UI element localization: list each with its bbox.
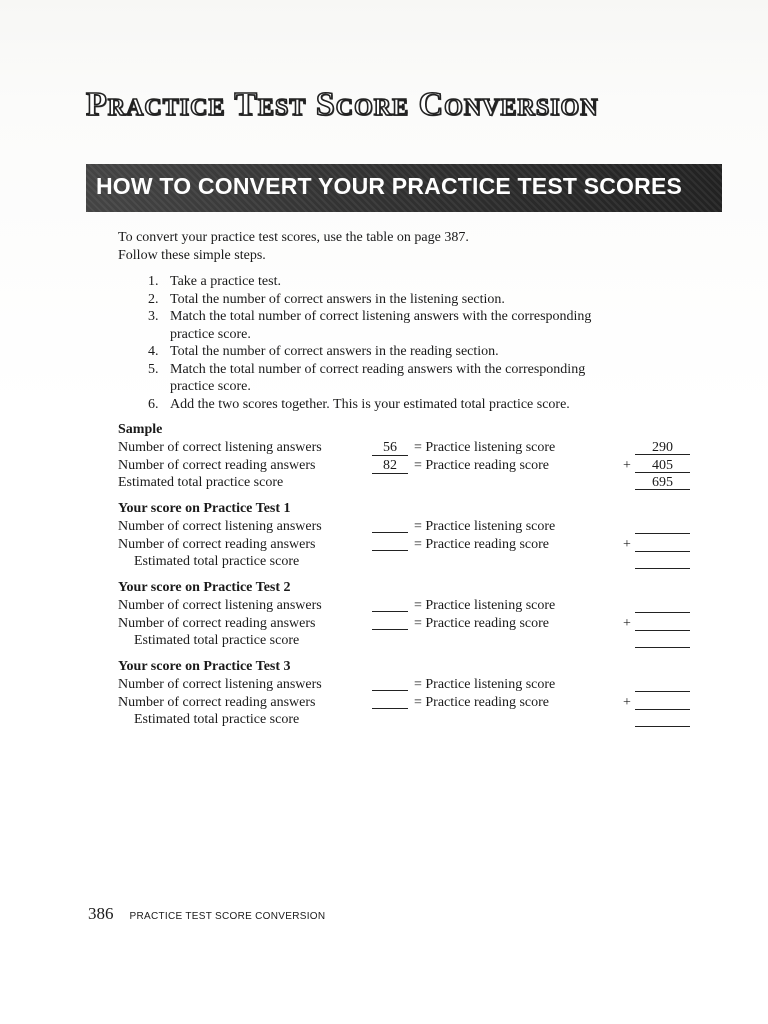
step-item [148,308,708,343]
reading-label: Number of correct reading answers [118,457,316,473]
listening-label: Number of correct listening answers [118,677,322,692]
plus-sign: + [623,457,631,473]
listening-label: Number of correct listening answers [118,598,322,613]
page-title: Practice Test Score Conversion [86,86,599,123]
listening-correct-blank [372,518,408,533]
practice-test-3-section [118,658,718,729]
reading-score-blank [635,536,690,552]
listening-correct-blank [372,676,408,691]
plus-sign: + [623,694,631,710]
step-item [148,291,708,309]
intro-line: To convert your practice test scores, use the table on page 387. [118,230,469,245]
step-number: 6. [148,396,159,412]
reading-score-label: = Practice reading score [414,457,549,473]
listening-score-blank [635,676,690,692]
reading-score-label: = Practice reading score [414,615,549,631]
listening-score-label: = Practice listening score [414,598,556,613]
step-text: Take a practice test. [170,274,281,289]
listening-score-label: = Practice listening score [414,440,556,455]
reading-row [118,615,718,633]
sample-section [118,421,718,492]
reading-score-blank [635,694,690,710]
reading-correct-blank [372,615,408,630]
reading-score-value: 405 [635,457,690,473]
step-item [148,396,708,414]
step-number: 4. [148,344,159,359]
listening-row [118,518,718,536]
reading-row [118,457,718,475]
section-title: Sample [118,422,163,437]
reading-label: Number of correct reading answers [118,615,316,631]
step-number: 3. [148,309,159,324]
listening-row [118,597,718,615]
total-label: Estimated total practice score [134,554,300,569]
section-title: Your score on Practice Test 3 [118,659,291,674]
total-score-blank [635,553,690,569]
section-title: Your score on Practice Test 2 [118,580,291,595]
step-text: Match the total number of correct listening answers with the corresponding [170,309,592,324]
step-item [148,343,708,361]
listening-correct-value: 56 [372,439,408,456]
listening-score-blank [635,518,690,534]
step-number: 2. [148,291,159,307]
page-footer [88,904,325,924]
listening-row [118,676,718,694]
listening-score-value: 290 [635,439,690,455]
steps-list [148,273,708,413]
intro-line: Follow these simple steps. [118,248,266,263]
reading-correct-blank [372,536,408,551]
reading-correct-blank [372,694,408,709]
plus-sign: + [623,536,631,552]
page-number: 386 [88,904,114,923]
step-text: Total the number of correct answers in the listening section. [170,291,505,307]
section-title: Your score on Practice Test 1 [118,501,291,516]
practice-test-2-section [118,579,718,650]
reading-score-blank [635,615,690,631]
listening-score-label: = Practice listening score [414,677,556,692]
listening-row [118,439,718,457]
step-text: Match the total number of correct reading answers with the corresponding [170,361,586,377]
banner-heading: HOW TO CONVERT YOUR PRACTICE TEST SCORES [96,173,683,199]
total-row [118,632,718,650]
step-number: 5. [148,361,159,377]
reading-label: Number of correct reading answers [118,694,316,710]
total-label: Estimated total practice score [134,633,300,648]
step-item [148,273,708,291]
plus-sign: + [623,615,631,631]
total-score-blank [635,632,690,648]
total-label: Estimated total practice score [134,712,300,727]
reading-row [118,536,718,554]
reading-label: Number of correct reading answers [118,536,316,552]
total-score-blank [635,711,690,727]
total-score-value: 695 [635,474,690,490]
practice-test-1-section [118,500,718,571]
step-text-continued: practice score. [170,326,251,342]
listening-score-blank [635,597,690,613]
listening-correct-blank [372,597,408,612]
listening-label: Number of correct listening answers [118,519,322,534]
step-number: 1. [148,274,159,289]
listening-score-label: = Practice listening score [414,519,556,534]
step-item [148,361,708,396]
reading-row [118,694,718,712]
total-row [118,553,718,571]
total-label: Estimated total practice score [118,475,284,490]
step-text-continued: practice score. [170,379,251,394]
reading-score-label: = Practice reading score [414,694,549,710]
total-row [118,474,718,492]
reading-correct-value: 82 [372,457,408,474]
footer-running-title: PRACTICE TEST SCORE CONVERSION [129,911,326,922]
section-banner [86,164,722,212]
listening-label: Number of correct listening answers [118,440,322,455]
total-row [118,711,718,729]
step-text: Total the number of correct answers in the reading section. [170,344,499,359]
reading-score-label: = Practice reading score [414,536,549,552]
intro-paragraph [118,229,469,265]
step-text: Add the two scores together. This is your estimated total practice score. [170,396,570,412]
